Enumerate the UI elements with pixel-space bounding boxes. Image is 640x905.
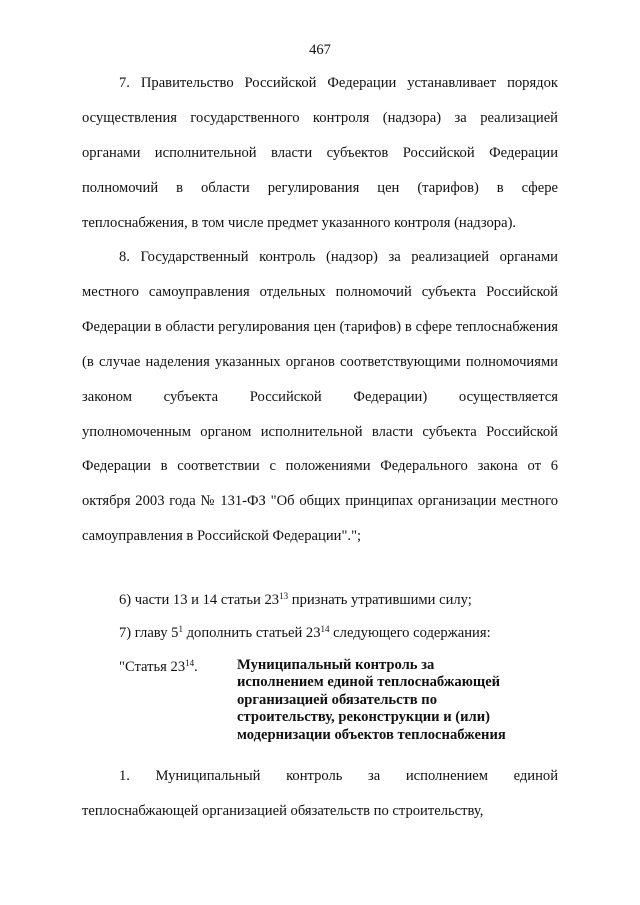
list-item-7-text: 7) главу 5 (119, 625, 179, 641)
article-title-line: организацией обязательств по (237, 691, 438, 708)
article-label-dot: . (194, 659, 198, 675)
list-item-6 (119, 590, 559, 610)
paragraph-8: 8. Государственный контроль (надзор) за реализацией органами местного самоуправления отдельных полномочий субъекта Российской Федерации в области регулирования цен (тарифов) в сфере теплоснабжения (в случае наделения указанных органов соответствующими полномочиями законом субъекта Российской Федерации) осуществляется уполномоченным органом исполнительной власти субъекта Российской Федерации в соответствии с положениями Федерального закона от 6 октября 2003 года № 131-ФЗ "Об общих принципах организации местного самоуправления в Российской Федерации"."; (82, 249, 558, 545)
article-label (119, 657, 198, 677)
list-item-6-text: 6) части 13 и 14 статьи 23 (119, 592, 280, 608)
article-title-line: исполнением единой теплоснабжающей (237, 674, 501, 691)
list-item-7 (119, 623, 559, 643)
superscript: 1 (178, 624, 183, 634)
article-title-line: строительству, реконструкции и (или) (237, 709, 490, 726)
superscript: 14 (185, 658, 195, 668)
list-item-7-text-mid: дополнить статьей 23 (182, 625, 321, 641)
article-title (237, 657, 537, 744)
article-title-line: Муниципальный контроль за (237, 657, 435, 673)
list-item-6-text-end: признать утратившими силу; (288, 592, 472, 608)
superscript: 13 (279, 591, 289, 601)
list-item-7-text-end: следующего содержания: (329, 625, 491, 641)
article-title-line: модернизации объектов теплоснабжения (237, 726, 506, 743)
paragraph-7: 7. Правительство Российской Федерации устанавливает порядок осуществления государственного контроля (надзора) за реализацией органами исполнительной власти субъектов Российской Федерации полномочий в области регулирования цен (тарифов) в сфере теплоснабжения, в том числе предмет указанного контроля (надзора). (82, 75, 558, 231)
paragraph-article-1: 1. Муниципальный контроль за исполнением единой теплоснабжающей организацией обязательств по строительству, (82, 768, 558, 819)
page-number: 467 (309, 42, 331, 58)
superscript: 14 (320, 624, 330, 634)
article-label-text: "Статья 23 (119, 659, 186, 675)
